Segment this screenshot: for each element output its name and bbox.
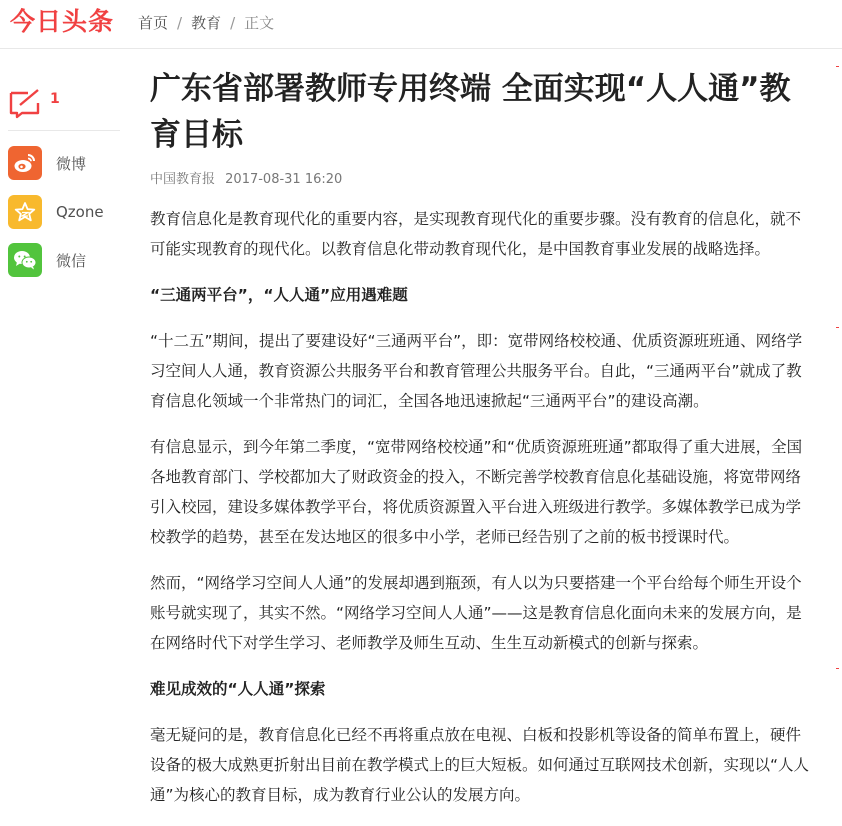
share-qzone-button[interactable] [8, 194, 104, 230]
top-header [0, 0, 842, 49]
breadcrumb-education-link[interactable]: 教育 [191, 14, 222, 32]
share-qzone-label: Qzone [56, 203, 104, 221]
article-body [150, 204, 810, 826]
wechat-icon [8, 243, 42, 277]
share-wechat-label: 微信 [56, 251, 87, 270]
breadcrumb-separator: / [177, 14, 183, 32]
breadcrumb-separator: / [230, 14, 236, 32]
article-paragraph: 毫无疑问的是，教育信息化已经不再将重点放在电视、白板和投影机等设备的简单布置上，硬件设备的极大成熟更折射出目前在教学模式上的巨大短板。如何通过互联网技术创新，实现以“人人通”为核心的教育目标，成为教育行业公认的发展方向。 [150, 726, 810, 804]
share-wechat-button[interactable] [8, 242, 86, 278]
breadcrumb-home-link[interactable]: 首页 [138, 14, 169, 32]
comment-count: 1 [50, 91, 60, 107]
article-source[interactable]: 中国教育报 [150, 172, 216, 187]
share-weibo-button[interactable] [8, 145, 86, 181]
weibo-icon [8, 146, 42, 180]
comment-icon [8, 88, 42, 118]
comment-button[interactable] [8, 88, 120, 131]
breadcrumb-current: 正文 [244, 14, 275, 32]
article-datetime: 2017-08-31 16:20 [225, 172, 343, 187]
article-title: 广东省部署教师专用终端 全面实现“人人通”教育目标 [150, 71, 791, 153]
breadcrumb [138, 12, 274, 34]
edge-marker [836, 66, 839, 67]
edge-marker [836, 668, 839, 669]
qzone-star-icon [8, 195, 42, 229]
article-meta [150, 168, 342, 187]
edge-marker [836, 327, 839, 328]
article-paragraph: 有信息显示，到今年第二季度，“宽带网络校校通”和“优质资源班班通”都取得了重大进展，全国各地教育部门、学校都加大了财政资金的投入，不断完善学校教育信息化基础设施，将宽带网络引入校园，建设多媒体教学平台，将优质资源置入平台进入班级进行教学。多媒体教学已成为学校教学的趋势，甚至在发达地区的很多中小学，老师已经告别了之前的板书授课时代。 [150, 438, 803, 546]
article-paragraph: 教育信息化是教育现代化的重要内容，是实现教育现代化的重要步骤。没有教育的信息化，就不可能实现教育的现代化。以教育信息化带动教育现代化，是中国教育事业发展的战略选择。 [150, 210, 802, 258]
section-heading: 难见成效的“人人通”探索 [150, 680, 326, 698]
article-paragraph: 然而，“网络学习空间人人通”的发展却遇到瓶颈，有人以为只要搭建一个平台给每个师生开设个账号就实现了，其实不然。“网络学习空间人人通”——这是教育信息化面向未来的发展方向，是在网络时代下对学生学习、老师教学及师生互动、生生互动新模式的创新与探索。 [150, 574, 802, 652]
section-heading: “三通两平台”，“人人通”应用遇难题 [150, 286, 408, 304]
toutiao-logo[interactable]: 今日头条 [10, 7, 115, 36]
article-paragraph: “十二五”期间，提出了要建设好“三通两平台”，即：宽带网络校校通、优质资源班班通、网络学习空间人人通，教育资源公共服务平台和教育管理公共服务平台。自此，“三通两平台”就成了教育信息化领域一个非常热门的词汇，全国各地迅速掀起“三通两平台”的建设高潮。 [150, 332, 803, 410]
share-weibo-label: 微博 [56, 154, 87, 173]
